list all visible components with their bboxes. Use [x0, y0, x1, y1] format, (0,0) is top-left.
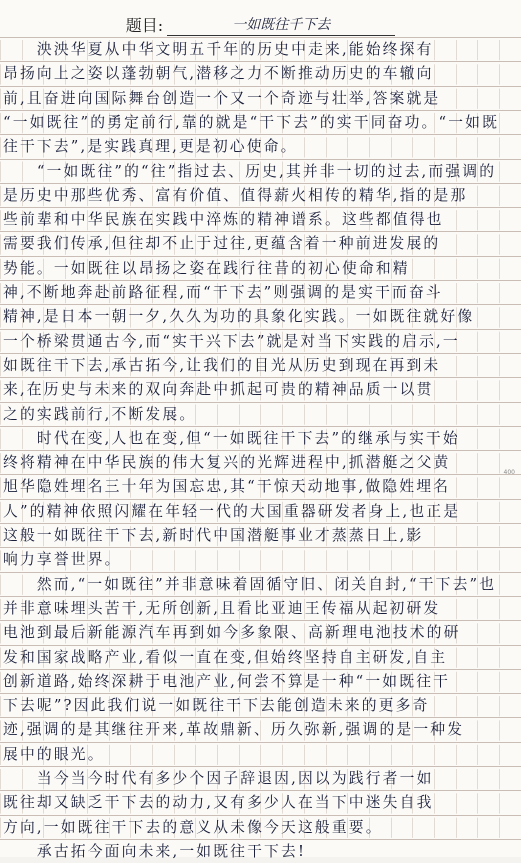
- essay-line: 往干下去”,是实践真理,更是初心使命。: [3, 138, 298, 156]
- title-value: 一如既往千下去: [167, 14, 395, 36]
- essay-line: 创新道路,始终深耕于电池产业,何尝不算是一种“一如既往干: [3, 672, 451, 690]
- essay-line: 这般一如既往干下去,新时代中国潜艇事业才蒸蒸日上,影: [3, 527, 424, 544]
- essay-line: 然而,“一如既往”并非意味着固循守旧、闭关自封,“干下去”也: [3, 575, 497, 593]
- essay-line: 电池到最后新能源汽车再到如今多象限、高新理电池技术的研: [3, 624, 461, 642]
- essay-line: 昂扬向上之姿以蓬勃朝气,潜移之力不断推动历史的车辙向: [3, 65, 434, 83]
- essay-line: 人”的精神依照闪耀在年轻一代的大国重器研发者身上,也正是: [3, 502, 461, 520]
- essay-line: 方向,一如既往干下去的意义从未像今天这般重要。: [3, 818, 383, 836]
- writing-grid: [0, 37, 521, 860]
- essay-line: 如既往干下去,承古拓今,让我们的目光从历史到现在再到未: [3, 356, 441, 374]
- essay-line: “一如既往”的“往”指过去、历史,其并非一切的过去,而强调的: [3, 162, 497, 180]
- essay-line: 并非意味埋头苦干,无所创新,且看比亚迪王传福从起初研发: [3, 599, 441, 617]
- essay-line: 神,不断地奔赴前路征程,而“干下去”则强调的是实干而奋斗: [3, 284, 443, 301]
- essay-line: 旭华隐姓埋名三十年为国忘忠,其“干惊天动地事,做隐姓埋名: [3, 478, 451, 496]
- title-row: [0, 0, 521, 36]
- essay-line: 前,且奋进向国际舞台创造一个又一个奇迹与壮举,答案就是: [3, 89, 441, 107]
- essay-line: 既往却又缺乏干下去的动力,又有多少人在当下中迷失自我: [3, 794, 434, 812]
- essay-line: 终将精神在中华民族的伟大复兴的光辉进程中,抓潜艇之父黄: [3, 454, 451, 472]
- essay-line: 是历史中那些优秀、富有价值、值得薪火相传的精华,指的是那: [3, 186, 468, 204]
- essay-line: “一如既往”的勇定前行,靠的就是“干下去”的实干同奋功。“一如既: [3, 113, 500, 131]
- title-label: 题目:: [125, 16, 164, 35]
- essay-line: 当今当今时代有多少个因子辞退因,因以为践行者一如: [3, 770, 434, 787]
- essay-line: 精神,是日本一朝一夕,久久为功的具象化实践。一如既往就好像: [3, 308, 475, 326]
- essay-line: 下去呢”?因此我们说一如既往干下去能创造未来的更多奇: [3, 697, 430, 715]
- essay-line: 迹,强调的是其继往开来,革故鼎新、历久弥新,强调的是一种发: [3, 721, 465, 739]
- essay-line: 承古拓今面向未来,一如既往干下去!: [3, 842, 307, 860]
- essay-line: 泱泱华夏从中华文明五千年的历史中走来,能始终探有: [3, 41, 434, 58]
- essay-line: 发和国家战略产业,看似一直在变,但始终坚持自主研发,自主: [3, 648, 448, 666]
- essay-line: 些前辈和中华民族在实践中淬炼的精神谱系。这些都值得也: [3, 211, 444, 229]
- essay-line: 时代在变,人也在变,但“一如既往干下去”的继承与实干始: [3, 429, 460, 447]
- essay-line: 需要我们传承,但往却不止于过往,更蕴含着一种前进发展的: [3, 235, 441, 253]
- essay-line: 势能。一如既往以昂扬之姿在践行往昔的初心使命和精: [3, 259, 410, 277]
- essay-line: 响力享誉世界。: [3, 551, 122, 569]
- essay-line: 展中的眼光。: [3, 745, 105, 763]
- essay-line: 之的实践前行,不断发展。: [3, 405, 197, 423]
- word-counter: 400: [503, 469, 515, 476]
- essay-line: 来,在历史与未来的双向奔赴中抓起可贵的精神品质一以贯: [3, 381, 434, 399]
- essay-line: 一个桥梁贯通古今,而“实干兴下去”就是对当下实践的启示,一: [3, 332, 460, 350]
